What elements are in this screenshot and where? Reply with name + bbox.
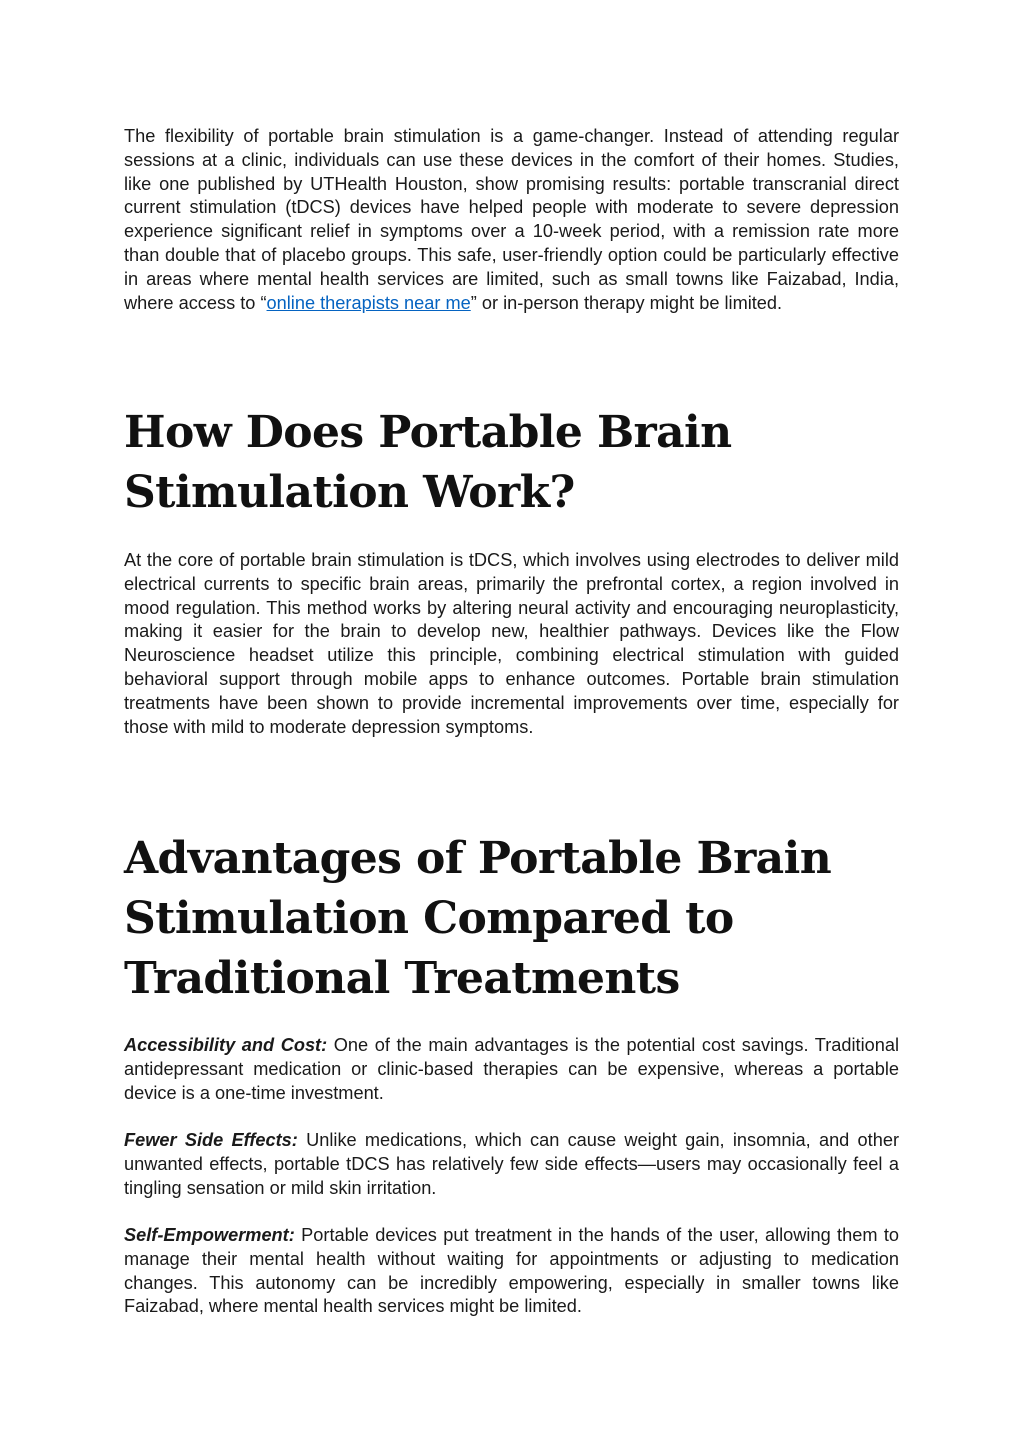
intro-text-before-link: The flexibility of portable brain stimulation is a game-changer. Instead of attending regular sessions at a clinic, individuals can use these devices in the comfort of their homes. Studies, like one published by UTHealth Houston, show promising results: portable transcranial direct current stimulation (tDCS) devices have helped people with moderate to severe depression experience significant relief in symptoms over a 10-week period, with a remission rate more than double that of placebo groups. This safe, user-friendly option could be particularly effective in areas where mental health services are limited, such as small towns like Faizabad, India, where access to “	[124, 126, 899, 313]
advantage-item-self-empowerment	[124, 1224, 899, 1319]
advantage-item-accessibility	[124, 1034, 899, 1105]
online-therapists-link[interactable]: online therapists near me	[266, 292, 471, 313]
intro-text-after-link: ” or in-person therapy might be limited.	[470, 292, 783, 313]
intro-paragraph	[124, 125, 899, 315]
advantage-lead-side-effects: Fewer Side Effects:	[124, 1130, 298, 1150]
advantage-lead-self-empowerment: Self-Empowerment:	[124, 1225, 295, 1245]
section-heading-how-it-works: How Does Portable Brain Stimulation Work?	[124, 407, 732, 518]
advantage-text-side-effects: Unlike medications, which can cause weight gain, insomnia, and other unwanted effects, portable tDCS has relatively few side effects—users may occasionally feel a tingling sensation or mild skin irritation.	[124, 1130, 900, 1198]
advantage-item-side-effects	[124, 1129, 899, 1200]
section-heading-advantages: Advantages of Portable Brain Stimulation Compared to Traditional Treatments	[124, 833, 832, 1004]
advantage-text-accessibility: One of the main advantages is the potential cost savings. Traditional antidepressant medication or clinic-based therapies can be expensive, whereas a portable device is a one-time investment.	[124, 1035, 899, 1103]
advantage-lead-accessibility: Accessibility and Cost:	[124, 1035, 328, 1055]
how-it-works-paragraph: At the core of portable brain stimulation is tDCS, which involves using electrodes to deliver mild electrical currents to specific brain areas, primarily the prefrontal cortex, a region involved in mood regulation. This method works by altering neural activity and encouraging neuroplasticity, making it easier for the brain to develop new, healthier pathways. Devices like the Flow Neuroscience headset utilize this principle, combining electrical stimulation with guided behavioral support through mobile apps to enhance outcomes. Portable brain stimulation treatments have been shown to provide incremental improvements over time, especially for those with mild to moderate depression symptoms.	[124, 550, 899, 737]
advantage-text-self-empowerment: Portable devices put treatment in the hands of the user, allowing them to manage their mental health without waiting for appointments or adjusting to medication changes. This autonomy can be incredibly empowering, especially in smaller towns like Faizabad, where mental health services might be limited.	[124, 1225, 899, 1317]
